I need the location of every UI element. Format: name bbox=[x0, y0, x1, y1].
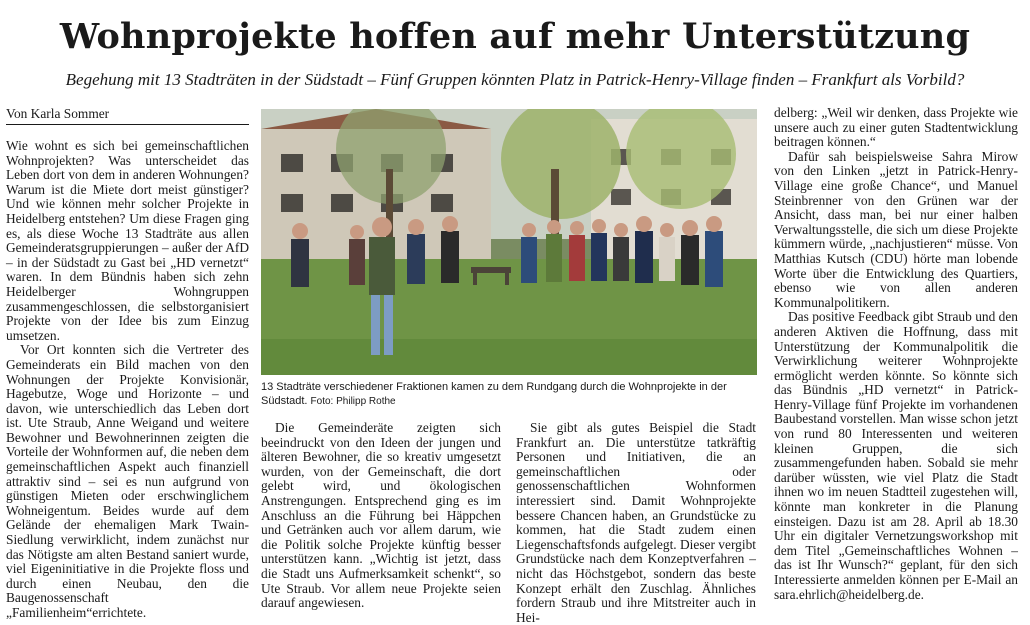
article-column-4 bbox=[774, 106, 1018, 602]
article-column-2 bbox=[261, 421, 501, 611]
paragraph: Die Gemeinderäte zeigten sich beeindruckt von den Ideen der jungen und älteren Bewohner, die so kreativ umgesetzt wurden, von der Gemeinschaft, die dort gelebt wird, und ökologischen Anstrengungen. Entsprechend ging es im Anschluss an die Führung bei Häppchen und Getränken auch vor allem darum, wie die Politik solche Projekte künftig besser unterstützen kann. „Wichtig ist jetzt, dass die Stadt uns Aufmerksamkeit schenkt“, so Ute Straub. Vor allem neue Projekte seien darauf angewiesen. bbox=[261, 420, 501, 611]
byline: Von Karla Sommer bbox=[6, 106, 249, 125]
paragraph: Das positive Feedback gibt Straub und den anderen Aktiven die Hoffnung, dass mit Unterstützung der Kommunalpolitik die Verwirklichung weiterer Wohnprojekte ermöglicht werden könnte. So könnte sich das Bündnis „HD vernetzt“ in Patrick-Henry-Village fünf Projekte im vorhandenen Baubestand vorstellen. Man wisse schon jetzt von rund 80 Interessenten und weiteren kleinen Gruppen, die sich zusammengefunden haben. Sobald sie mehr darüber wüssten, wie viel Platz die Stadt ihnen wo im neuen Stadtteil zugestehen will, könnte man konkreter in die Planung einsteigen. Dazu ist am 28. April ab 18.30 Uhr ein digitaler Vernetzungsworkshop mit dem Titel „Gemeinschaftliches Wohnen – das ist Ihr Wunsch?“ geplant, für den sich Interessierte anmelden können per E-Mail an sara.ehrlich@heidelberg.de. bbox=[774, 309, 1018, 602]
article-column-3 bbox=[516, 421, 756, 625]
paragraph: Vor Ort konnten sich die Vertreter des Gemeinderats ein Bild machen von den Wohnungen der Projekte Konvisionär, Hagebutze, Woge und Horizonte – und davon, wie unterschiedlich das Leben dort ist. Ute Straub, Anne Weigand und weitere Bewohner und Bewohnerinnen zeigten die Vorteile der Wohnformen auf, die neben dem gemeinschaftlichen Aspekt auch finanziell attraktiv sind – sei es nun aufgrund von günstigen Mieten oder erschwinglichem Wohneigentum. Beides wurde auf dem Gelände der ehemaligen Mark Twain-Siedlung verwirklicht, indem zunächst nur das Nötigste am alten Bestand saniert wurde, viel Eigeninitiative in die Projekte floss und durch einen Neubau, den die Baugenossenschaft „Familienheim“errichtete. bbox=[6, 342, 249, 620]
caption-text: 13 Stadträte verschiedener Fraktionen kamen zu dem Rundgang durch die Wohnprojekte in der Südstadt. bbox=[261, 381, 727, 407]
photo-credit: Foto: Philipp Rothe bbox=[310, 396, 396, 407]
paragraph: Sie gibt als gutes Beispiel die Stadt Frankfurt an. Die unterstütze tatkräftig Personen und Initiativen, die an gemeinschaftlichen oder genossenschaftlichen Wohnformen interessiert sind. Damit Wohnprojekte bessere Chancen haben, an Grundstücke zu kommen, hat die Stadt zudem einen Liegenschaftsfonds aufgelegt. Dieser vergibt Grundstücke nach dem Konzeptverfahren – nicht das Höchstgebot, sondern das beste Konzept erhält den Zuschlag. Ähnliches fordern Straub und ihre Mitstreiter auch in Hei- bbox=[516, 420, 756, 625]
subheadline: Begehung mit 13 Stadträten in der Südstadt – Fünf Gruppen könnten Platz in Patrick-Henry-Village finden – Frankfurt als Vorbild? bbox=[65, 70, 965, 89]
article-photo bbox=[261, 109, 757, 375]
headline: Wohnprojekte hoffen auf mehr Unterstützung bbox=[59, 16, 971, 57]
paragraph: delberg: „Weil wir denken, dass Projekte wie unsere auch zu einer guten Stadtentwicklung beitragen können.“ bbox=[774, 105, 1018, 150]
article-column-1 bbox=[6, 106, 249, 621]
group-photo-illustration bbox=[261, 109, 757, 375]
paragraph: Dafür sah beispielsweise Sahra Mirow von den Linken „jetzt in Patrick-Henry-Village eine große Chance“, und Manuel Steinbrenner von den Grünen war der Ansicht, dass man, bei nur einer halben Verwaltungsstelle, die sich um diese Projekte kümmern würde, „nachjustieren“ müsse. Von Matthias Kutsch (CDU) hörte man lobende Worte über die Entwicklung des Quartiers, ebenso wie von allen anderen Kommunalpolitikern. bbox=[774, 148, 1018, 310]
paragraph: Wie wohnt es sich bei gemeinschaftlichen Wohnprojekten? Was unterscheidet das Leben dort von dem in anderen Wohnungen? Warum ist die Miete dort meist günstiger? Und wie können mehr solcher Projekte in Heidelberg entstehen? Um diese Fragen ging es, als diese Woche 13 Stadträte aus allen Gemeinderatsgruppierungen – außer der AfD – in der Südstadt zu Gast bei „HD vernetzt“ waren. In dem Bündnis haben sich zehn Heidelberger Wohngruppen zusammengeschlossen, die selbstorganisiert Projekte von der Idee bis zum Einzug umsetzen. bbox=[6, 138, 249, 343]
photo-caption bbox=[261, 380, 757, 409]
